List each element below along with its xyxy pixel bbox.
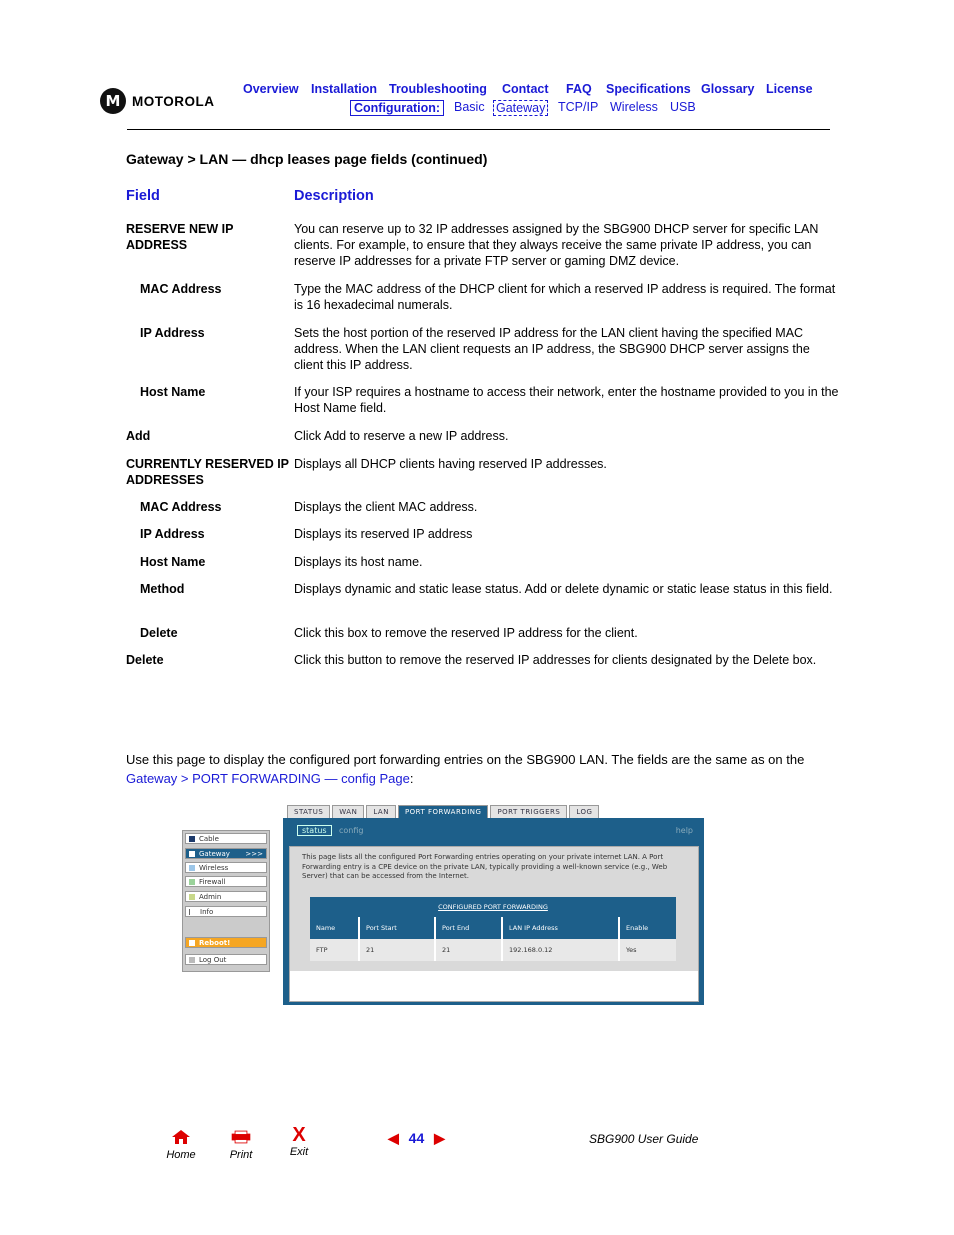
sidebar-item-reboot[interactable] [185,937,267,948]
exit-icon: X [292,1124,306,1146]
exit-button[interactable] [283,1124,315,1158]
tab-lan[interactable]: LAN [366,805,396,819]
active-indicator: >>> [245,850,263,858]
sidebar-item-admin[interactable] [185,891,267,902]
panel-description: This page lists all the configured Port Forwarding entries operating on your private internet LAN. A Port Forwarding entry is a CPE device on the private LAN, typically providing a well-known service (e.g., Web Server) that can be accessed from the Internet. [302,853,668,880]
subtab-status[interactable]: status [297,825,332,836]
desc-method: Displays dynamic and static lease status. Add or delete dynamic or static lease status in this field. [294,582,833,596]
desc-host-name-2: Displays its host name. [294,555,423,569]
section-title: Gateway > LAN — dhcp leases page fields (continued) [126,151,488,167]
header-name: Name [310,917,360,939]
nav-configuration[interactable]: Configuration: [350,100,444,116]
screenshot-panel [283,818,704,1005]
cell-port-start: 21 [360,939,436,961]
field-add: Add [126,429,151,443]
desc-reserve-new-ip: You can reserve up to 32 IP addresses assigned by the SBG900 DHCP server for specific LAN clients. For example, to ensure that they always receive the same private IP address, you can reserve IP addresses for a private FTP server or gaming DMZ device. [294,222,819,268]
desc-ip-address: Sets the host portion of the reserved IP address for the LAN client having the specified MAC address. When the LAN client requests an IP address, the SBG900 DHCP server assigns the client this IP address. [294,326,810,372]
nav-faq[interactable]: FAQ [566,82,592,96]
home-label: Home [166,1149,196,1161]
sidebar-label: Cable [199,835,219,843]
header-port-end: Port End [436,917,503,939]
info-icon [189,909,196,915]
gateway-icon [189,851,195,857]
tab-log[interactable]: LOG [569,805,599,819]
sidebar-item-wireless[interactable] [185,862,267,873]
port-forwarding-config-link[interactable]: Gateway > PORT FORWARDING — config Page [126,771,410,786]
nav-tcpip[interactable]: TCP/IP [558,100,599,114]
intro-paragraph [126,750,836,788]
motorola-logo [100,88,215,114]
table-row [310,939,676,961]
desc-delete-button: Click this button to remove the reserved IP addresses for clients designated by the Delete box. [294,653,817,667]
wireless-icon [189,865,195,871]
field-currently-reserved: CURRENTLY RESERVED IP ADDRESSES [126,457,289,487]
sidebar-item-firewall[interactable] [185,876,267,887]
sidebar-label: Reboot! [199,939,231,947]
subtab-config[interactable]: config [339,826,364,835]
print-button[interactable] [223,1129,259,1161]
panel-content [289,846,699,1002]
table-header-row [310,917,676,939]
sidebar-item-info[interactable] [185,906,267,917]
motorola-emblem-icon: M [100,88,126,114]
desc-ip-address-2: Displays its reserved IP address [294,527,473,541]
firewall-icon [189,879,195,885]
panel-bar [289,824,697,838]
port-forwarding-table [310,897,676,961]
sidebar-label: Admin [199,893,222,901]
guide-title: SBG900 User Guide [589,1132,699,1146]
desc-host-name: If your ISP requires a hostname to access their network, enter the hostname provided to you in the Host Name field. [294,385,839,415]
header-rule [127,129,830,130]
cell-port-end: 21 [436,939,503,961]
logo-text: MOTOROLA [132,93,215,109]
tab-status[interactable]: STATUS [287,805,330,819]
previous-page-icon[interactable]: ◀ [388,1130,399,1146]
field-host-name-2: Host Name [140,555,206,569]
desc-currently-reserved: Displays all DHCP clients having reserved IP addresses. [294,457,607,471]
cell-name: FTP [310,939,360,961]
field-delete-box: Delete [140,626,178,640]
nav-glossary[interactable]: Glossary [701,82,755,96]
desc-mac-address: Type the MAC address of the DHCP client for which a reserved IP address is required. The format is 16 hexadecimal numerals. [294,282,836,312]
sidebar-label: Wireless [199,864,229,872]
nav-contact[interactable]: Contact [502,82,549,96]
nav-gateway[interactable]: Gateway [493,100,548,116]
field-reserve-new-ip: RESERVE NEW IP ADDRESS [126,222,234,252]
header-port-start: Port Start [360,917,436,939]
panel-footer-area [290,971,698,1001]
sidebar-item-cable[interactable] [185,833,267,844]
home-icon [170,1129,192,1145]
reboot-icon [189,940,195,946]
intro-colon: : [409,771,414,786]
nav-overview[interactable]: Overview [243,82,299,96]
exit-label: Exit [289,1146,309,1158]
nav-installation[interactable]: Installation [311,82,377,96]
field-method: Method [140,582,185,596]
cell-enable: Yes [620,939,676,961]
print-label: Print [229,1149,253,1161]
header-lan-ip: LAN IP Address [503,917,620,939]
sidebar-label: Info [200,908,214,916]
sidebar-item-gateway[interactable] [185,848,267,859]
home-button[interactable] [163,1129,199,1161]
desc-add: Click Add to reserve a new IP address. [294,429,509,443]
tab-wan[interactable]: WAN [332,805,364,819]
logout-icon [189,957,195,963]
field-delete-button: Delete [126,653,164,667]
cable-icon [189,836,195,842]
intro-text: Use this page to display the configured port forwarding entries on the SBG900 LAN. The fields are the same as on the [126,752,805,767]
field-ip-address: IP Address [140,326,205,340]
screenshot-tabs [287,805,601,819]
header-enable: Enable [620,917,676,939]
desc-mac-address-2: Displays the client MAC address. [294,500,478,514]
tab-port-forwarding[interactable]: PORT FORWARDING [398,805,489,819]
field-mac-address: MAC Address [140,282,222,296]
field-ip-address-2: IP Address [140,527,205,541]
nav-troubleshooting[interactable]: Troubleshooting [389,82,487,96]
nav-license[interactable]: License [766,82,813,96]
admin-icon [189,894,195,900]
page-navigation [388,1130,445,1147]
page-number: 44 [408,1130,425,1146]
table-caption: CONFIGURED PORT FORWARDING [310,897,676,917]
desc-delete-box: Click this box to remove the reserved IP address for the client. [294,626,638,640]
field-host-name: Host Name [140,385,206,399]
sidebar-item-logout[interactable] [185,954,267,965]
printer-icon [230,1129,252,1145]
nav-basic[interactable]: Basic [454,100,485,114]
field-column-header: Field [126,188,160,204]
nav-wireless[interactable]: Wireless [610,100,658,114]
sidebar-label: Log Out [199,956,227,964]
screenshot-sidebar [182,830,270,972]
field-mac-address-2: MAC Address [140,500,222,514]
next-page-icon[interactable]: ▶ [434,1130,445,1146]
sidebar-label: Gateway [199,850,230,858]
nav-specifications[interactable]: Specifications [606,82,691,96]
tab-port-triggers[interactable]: PORT TRIGGERS [490,805,567,819]
description-column-header: Description [294,188,374,204]
nav-usb[interactable]: USB [670,100,696,114]
cell-lan-ip: 192.168.0.12 [503,939,620,961]
help-link[interactable]: help [675,826,693,835]
sidebar-label: Firewall [199,878,226,886]
